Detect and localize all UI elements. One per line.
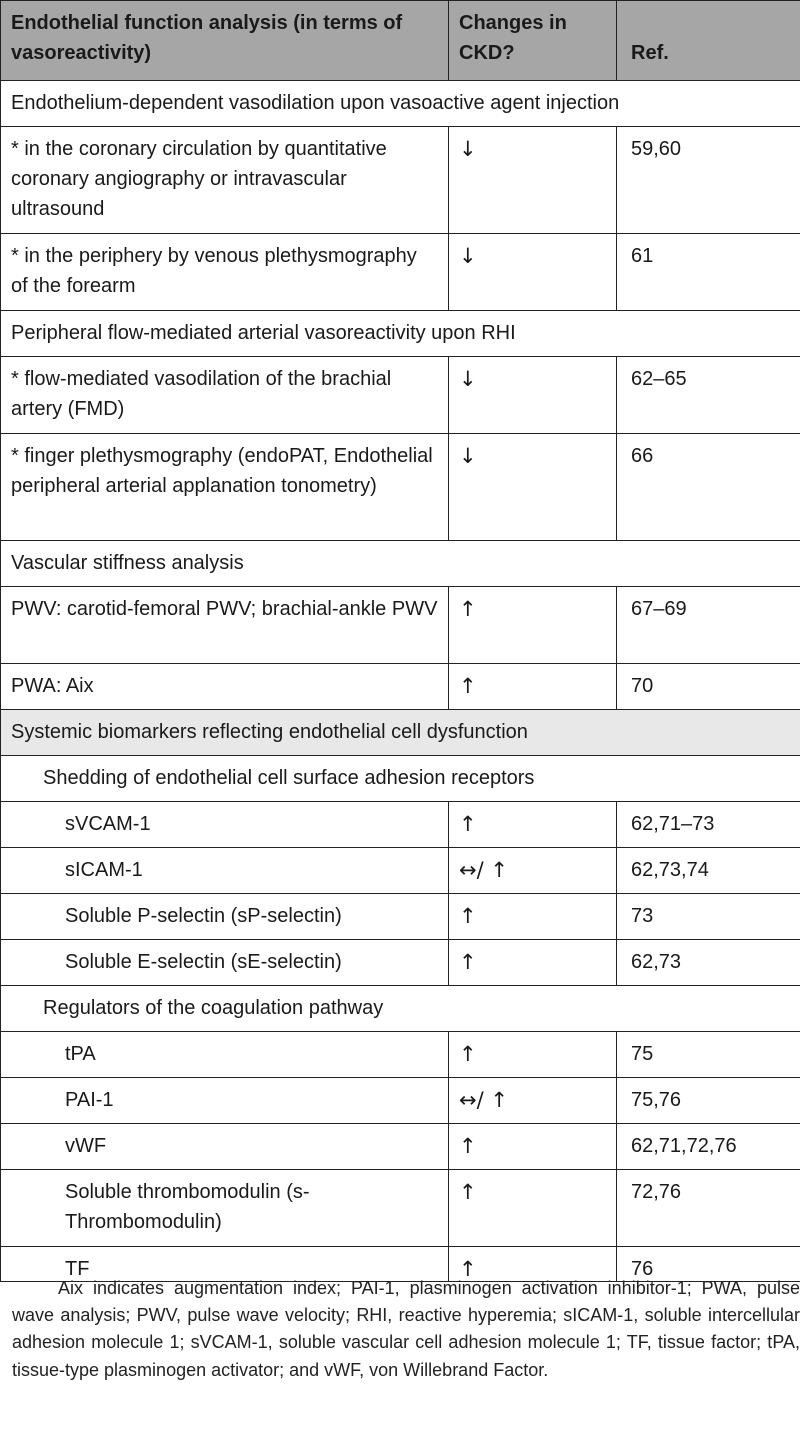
row-label: * flow-mediated vasodilation of the brachial artery (FMD)	[1, 357, 449, 433]
table-row	[1, 357, 800, 434]
row-label: Soluble thrombomodulin (s-Thrombomodulin)	[1, 1170, 449, 1246]
row-ref: 73	[617, 894, 800, 939]
row-change: ↓	[449, 127, 617, 233]
row-change: ↑	[449, 1170, 617, 1246]
table-row	[1, 848, 800, 894]
header-ref: Ref.	[617, 1, 800, 80]
row-label: * finger plethysmography (endoPAT, Endothelial peripheral arterial applanation tonometry)	[1, 434, 449, 540]
row-ref: 76	[617, 1247, 800, 1281]
row-label: vWF	[1, 1124, 449, 1169]
header-analysis: Endothelial function analysis (in terms of vasoreactivity)	[1, 1, 449, 80]
row-ref: 61	[617, 234, 800, 310]
row-change: ↑	[449, 1032, 617, 1077]
table-row	[1, 587, 800, 664]
row-ref: 62–65	[617, 357, 800, 433]
section-row	[1, 541, 800, 587]
row-label: TF	[1, 1247, 449, 1281]
section-label: Vascular stiffness analysis	[1, 541, 800, 586]
table-row	[1, 434, 800, 541]
row-ref: 62,71–73	[617, 802, 800, 847]
header-changes: Changes in CKD?	[449, 1, 617, 80]
row-change: ↔/ ↑	[449, 1078, 617, 1123]
table-row	[1, 664, 800, 710]
row-ref: 59,60	[617, 127, 800, 233]
row-change: ↑	[449, 1247, 617, 1281]
row-label: tPA	[1, 1032, 449, 1077]
section-label: Peripheral flow-mediated arterial vasoreactivity upon RHI	[1, 311, 800, 356]
row-label: sICAM-1	[1, 848, 449, 893]
subsection-row	[1, 986, 800, 1032]
section-label: Endothelium-dependent vasodilation upon vasoactive agent injection	[1, 81, 800, 126]
row-change: ↑	[449, 664, 617, 709]
row-label: Soluble P-selectin (sP-selectin)	[1, 894, 449, 939]
row-ref: 67–69	[617, 587, 800, 663]
row-change: ↑	[449, 802, 617, 847]
section-label: Systemic biomarkers reflecting endothelial cell dysfunction	[1, 710, 800, 755]
row-ref: 66	[617, 434, 800, 540]
table-footnote: Aix indicates augmentation index; PAI-1, plasminogen activation inhibitor-1; PWA, pulse wave analysis; PWV, pulse wave velocity; RHI, reactive hyperemia; sICAM-1, soluble intercellular adhesion molecule 1; sVCAM-1, soluble vascular cell adhesion molecule 1; TF, tissue factor; tPA, tissue-type plasminogen activator; and vWF, von Willebrand Factor.	[12, 1278, 800, 1380]
row-ref: 62,71,72,76	[617, 1124, 800, 1169]
subsection-label: Regulators of the coagulation pathway	[1, 986, 800, 1031]
row-ref: 70	[617, 664, 800, 709]
subsection-label: Shedding of endothelial cell surface adhesion receptors	[1, 756, 800, 801]
table-row	[1, 894, 800, 940]
section-row	[1, 311, 800, 357]
row-ref: 62,73	[617, 940, 800, 985]
row-change: ↓	[449, 234, 617, 310]
row-label: Soluble E-selectin (sE-selectin)	[1, 940, 449, 985]
row-ref: 62,73,74	[617, 848, 800, 893]
row-change: ↓	[449, 434, 617, 540]
subsection-row	[1, 756, 800, 802]
section-row	[1, 81, 800, 127]
section-row	[1, 710, 800, 756]
row-label: * in the coronary circulation by quantitative coronary angiography or intravascular ultrasound	[1, 127, 449, 233]
table-header-row	[1, 1, 800, 81]
table-row	[1, 1124, 800, 1170]
table-row	[1, 802, 800, 848]
row-ref: 75	[617, 1032, 800, 1077]
table-row	[1, 940, 800, 986]
row-ref: 75,76	[617, 1078, 800, 1123]
row-ref: 72,76	[617, 1170, 800, 1246]
row-change: ↑	[449, 940, 617, 985]
row-change: ↑	[449, 1124, 617, 1169]
row-change: ↑	[449, 587, 617, 663]
table-row	[1, 127, 800, 234]
row-label: sVCAM-1	[1, 802, 449, 847]
row-label: * in the periphery by venous plethysmography of the forearm	[1, 234, 449, 310]
row-label: PAI-1	[1, 1078, 449, 1123]
row-change: ↑	[449, 894, 617, 939]
row-label: PWA: Aix	[1, 664, 449, 709]
table-row	[1, 1170, 800, 1247]
row-change: ↓	[449, 357, 617, 433]
row-label: PWV: carotid-femoral PWV; brachial-ankle PWV	[1, 587, 449, 663]
table-row	[1, 1032, 800, 1078]
row-change: ↔/ ↑	[449, 848, 617, 893]
table-row	[1, 1078, 800, 1124]
table-row	[1, 234, 800, 311]
